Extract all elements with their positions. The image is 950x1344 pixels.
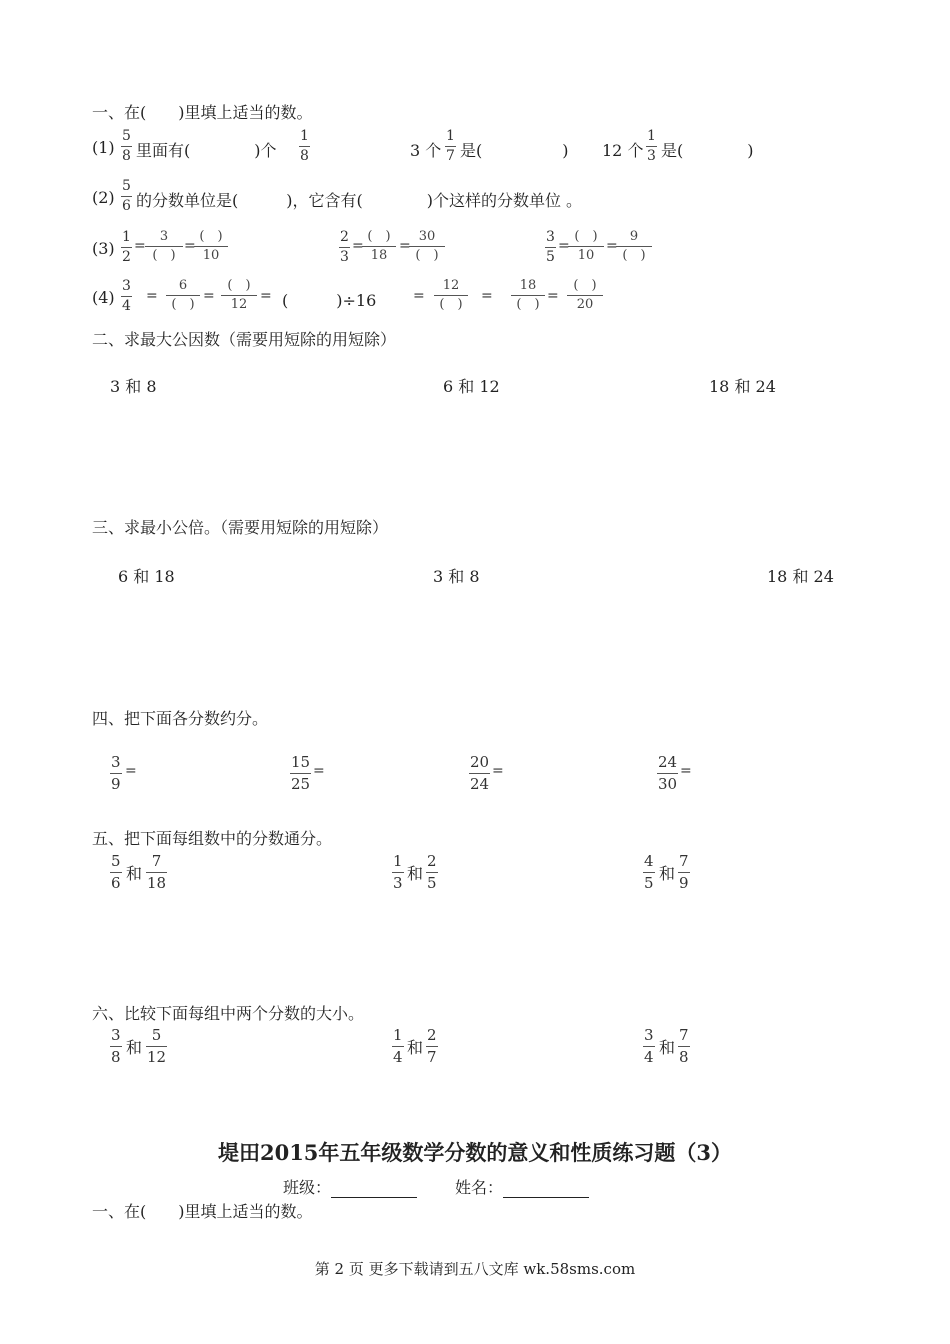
q2-item: 6 和 12 xyxy=(443,377,500,396)
fraction: 3 8 xyxy=(111,1026,121,1066)
equals: = xyxy=(313,763,325,779)
q1-heading: 一、在( )里填上适当的数。 xyxy=(92,103,313,122)
q3-item: 6 和 18 xyxy=(118,567,175,586)
fraction: 3 ( ) xyxy=(145,230,183,263)
q3-item: 3 和 8 xyxy=(433,567,480,586)
fraction: 1 3 xyxy=(393,852,403,892)
fraction: ( ) 20 xyxy=(567,279,603,312)
and-text: 和 xyxy=(659,864,676,883)
fraction: 5 6 xyxy=(111,852,121,892)
class-label: 班级： xyxy=(283,1178,332,1197)
fraction: 3 5 xyxy=(546,229,555,265)
equals: = xyxy=(558,238,570,254)
fraction: ( ) 10 xyxy=(194,230,228,263)
class-blank xyxy=(331,1181,417,1198)
q1-r1-text: 3 个 xyxy=(410,141,442,160)
equals: = xyxy=(125,763,137,779)
page-footer: 第 2 页 更多下载请到五八文库 wk.58sms.com xyxy=(314,1260,636,1278)
fraction: 18 ( ) xyxy=(511,279,545,312)
fraction: 24 30 xyxy=(658,753,678,793)
equals: = xyxy=(260,288,272,304)
q1-r4-label: (4) xyxy=(92,288,115,307)
q1-r1-text: 里面有( )个 xyxy=(136,141,277,160)
fraction: 5 6 xyxy=(122,178,131,214)
fraction: ( ) 18 xyxy=(362,230,396,263)
equals: = xyxy=(413,288,425,304)
equals: = xyxy=(547,288,559,304)
class-field xyxy=(283,1175,417,1198)
equals: = xyxy=(492,763,504,779)
fraction: 1 8 xyxy=(300,128,309,164)
name-label: 姓名： xyxy=(455,1178,504,1197)
fraction: 9 ( ) xyxy=(616,230,652,263)
fraction: 2 5 xyxy=(427,852,437,892)
fraction: 20 24 xyxy=(470,753,490,793)
fraction: 15 25 xyxy=(291,753,311,793)
q1-r1-text: 是( ) xyxy=(460,141,569,160)
equals: = xyxy=(134,238,146,254)
and-text: 和 xyxy=(126,1038,143,1057)
q2-item: 3 和 8 xyxy=(110,377,157,396)
q6-heading: 六、比较下面每组中两个分数的大小。 xyxy=(92,1004,365,1023)
equals: = xyxy=(146,288,158,304)
fraction: ( ) 12 xyxy=(221,279,257,312)
fraction: 3 9 xyxy=(111,753,121,793)
equals: = xyxy=(606,238,618,254)
q3-heading: 三、求最小公倍。（需要用短除的用短除） xyxy=(92,518,389,537)
and-text: 和 xyxy=(659,1038,676,1057)
q1-r2-text: 的分数单位是( )，它含有( )个这样的分数单位 。 xyxy=(136,191,583,210)
fraction: 1 4 xyxy=(393,1026,403,1066)
fraction: 7 18 xyxy=(147,852,167,892)
fraction: ( ) 10 xyxy=(568,230,604,263)
name-field xyxy=(455,1175,589,1198)
q5-heading: 五、把下面每组数中的分数通分。 xyxy=(92,829,333,848)
q1-r1-text: 12 个 xyxy=(602,141,644,160)
fraction: 30 ( ) xyxy=(409,230,445,263)
fraction: 2 7 xyxy=(427,1026,437,1066)
name-blank xyxy=(503,1181,589,1198)
q4-heading: 四、把下面各分数约分。 xyxy=(92,709,269,728)
q1-r1-label: (1) xyxy=(92,138,115,157)
q2-item: 18 和 24 xyxy=(709,377,776,396)
fraction: 4 5 xyxy=(644,852,654,892)
and-text: 和 xyxy=(126,864,143,883)
q3-item: 18 和 24 xyxy=(767,567,834,586)
page-title: 堤田2015年五年级数学分数的意义和性质练习题（3） xyxy=(217,1140,733,1165)
fraction: 2 3 xyxy=(340,229,349,265)
fraction: 1 3 xyxy=(647,128,656,164)
equals: = xyxy=(203,288,215,304)
equals: = xyxy=(399,238,411,254)
and-text: 和 xyxy=(407,864,424,883)
q1-r2-label: (2) xyxy=(92,188,115,207)
fraction: 6 ( ) xyxy=(166,279,200,312)
fraction: 7 8 xyxy=(679,1026,689,1066)
fraction: 3 4 xyxy=(644,1026,654,1066)
fraction: 7 9 xyxy=(679,852,689,892)
q1-r1-text: 是( ) xyxy=(661,141,754,160)
equals: = xyxy=(352,238,364,254)
q1-r4-mid: ( )÷16 xyxy=(282,291,377,310)
equals: = xyxy=(184,238,196,254)
equals: = xyxy=(680,763,692,779)
s3-q1-heading: 一、在( )里填上适当的数。 xyxy=(92,1202,313,1221)
equals: = xyxy=(481,288,493,304)
fraction: 12 ( ) xyxy=(434,279,468,312)
fraction: 5 8 xyxy=(122,128,131,164)
fraction: 1 7 xyxy=(446,128,455,164)
fraction: 3 4 xyxy=(122,278,131,314)
q1-r3-label: (3) xyxy=(92,239,115,258)
fraction: 1 2 xyxy=(122,229,131,265)
and-text: 和 xyxy=(407,1038,424,1057)
fraction: 5 12 xyxy=(147,1026,167,1066)
q2-heading: 二、求最大公因数（需要用短除的用短除） xyxy=(92,330,397,349)
